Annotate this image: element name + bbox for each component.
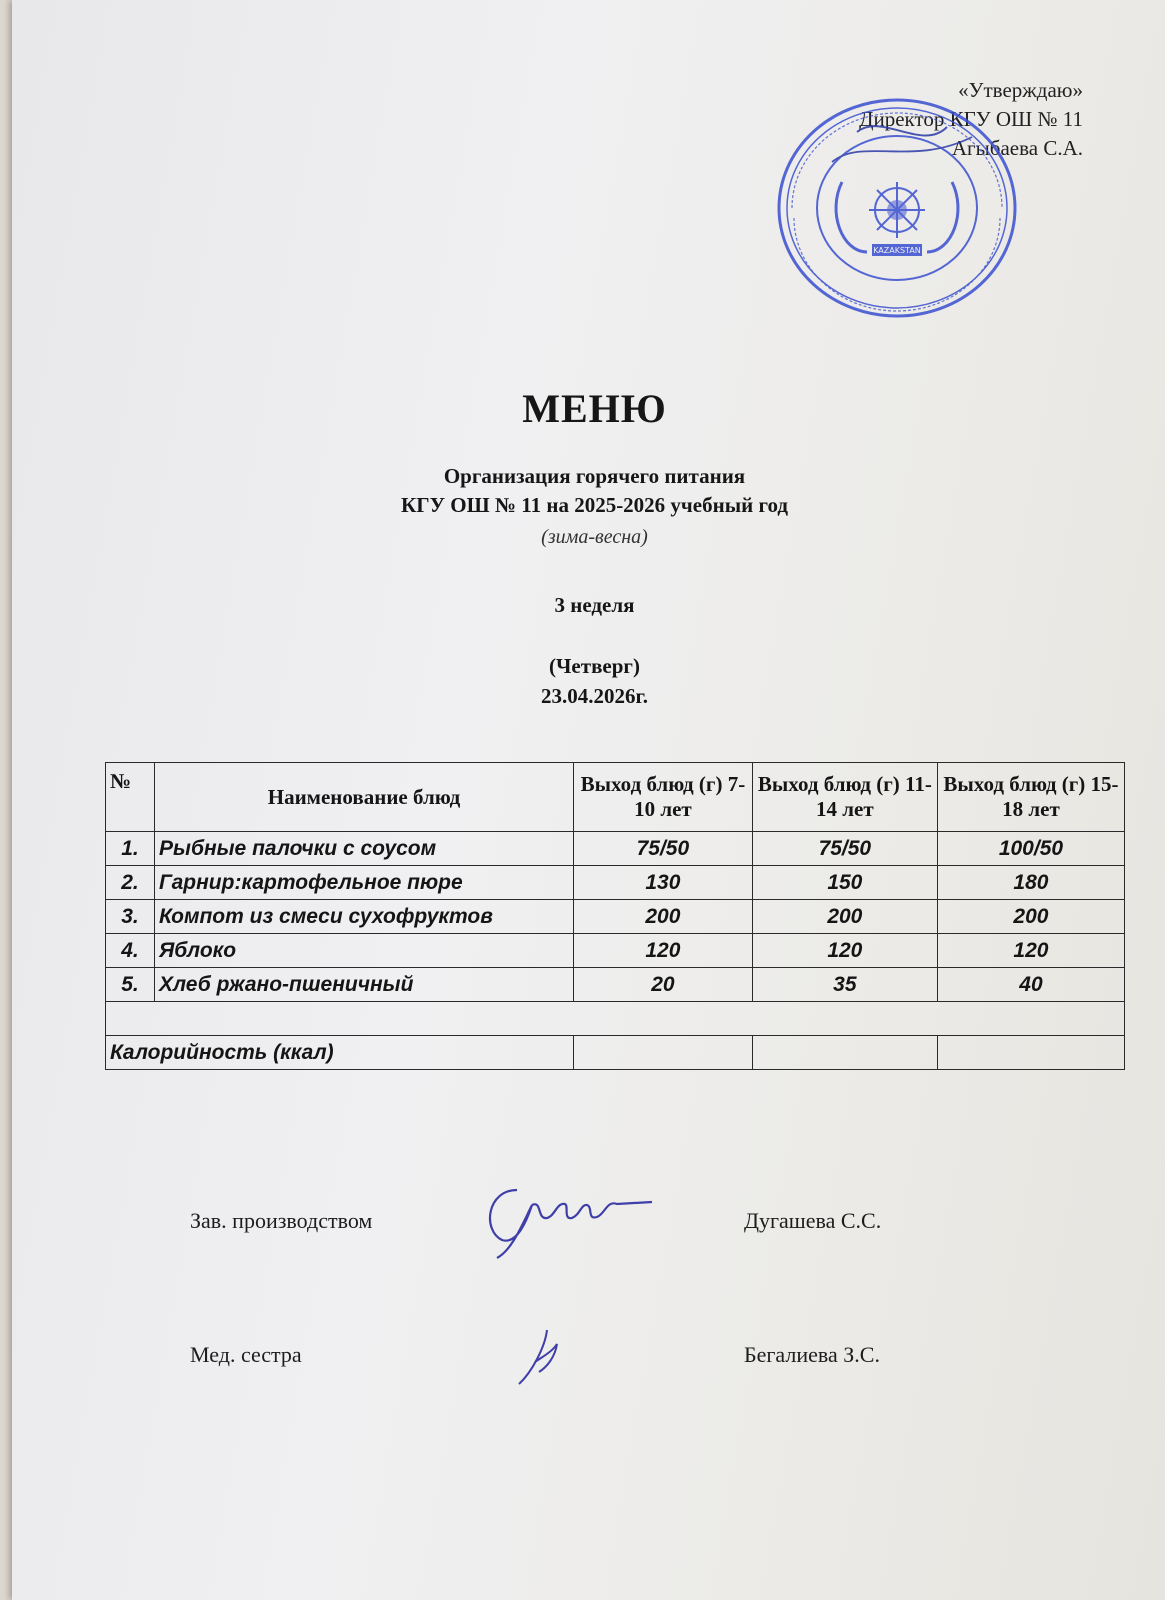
season-label: (зима-весна) <box>541 526 648 548</box>
empty-cell <box>106 1002 1125 1036</box>
calories-7-10 <box>574 1036 753 1070</box>
organization-line-2: КГУ ОШ № 11 на 2025-2026 учебный год <box>401 493 788 517</box>
table-row <box>106 968 1125 1002</box>
portion-15-18: 200 <box>937 900 1124 934</box>
table-row <box>106 934 1125 968</box>
calories-15-18 <box>937 1036 1124 1070</box>
portion-11-14: 150 <box>752 866 937 900</box>
signature-role: Зав. производством <box>190 1208 373 1233</box>
signature-name: Бегалиева З.С. <box>744 1342 880 1367</box>
menu-table <box>105 762 1125 1070</box>
dish-name: Гарнир:картофельное пюре <box>155 866 574 900</box>
seal-center-text: KAZAKSTAN <box>873 246 921 255</box>
official-seal-icon <box>772 92 1022 324</box>
row-index: 2. <box>106 866 155 900</box>
week-label: 3 неделя <box>554 593 635 617</box>
table-row <box>106 866 1125 900</box>
column-header-num: № <box>106 763 155 832</box>
signature-icon <box>477 1170 657 1260</box>
dish-name: Рыбные палочки с соусом <box>155 832 574 866</box>
portion-11-14: 35 <box>752 968 937 1002</box>
signature-role: Мед. сестра <box>190 1342 302 1367</box>
row-index: 3. <box>106 900 155 934</box>
calories-11-14 <box>752 1036 937 1070</box>
date-label: 23.04.2026г. <box>541 684 648 708</box>
approval-position: Директор КГУ ОШ № 11 <box>859 107 1083 131</box>
column-header-11-14: Выход блюд (г) 11-14 лет <box>752 763 937 832</box>
calories-row <box>106 1036 1125 1070</box>
portion-15-18: 120 <box>937 934 1124 968</box>
dish-name: Компот из смеси сухофруктов <box>155 900 574 934</box>
calories-label: Калорийность (ккал) <box>106 1036 574 1070</box>
portion-11-14: 120 <box>752 934 937 968</box>
day-label: (Четверг) <box>549 654 640 678</box>
page-title: МЕНЮ <box>522 386 667 431</box>
dish-name: Яблоко <box>155 934 574 968</box>
row-index: 4. <box>106 934 155 968</box>
portion-7-10: 200 <box>574 900 753 934</box>
portion-11-14: 200 <box>752 900 937 934</box>
portion-11-14: 75/50 <box>752 832 937 866</box>
approval-heading: «Утверждаю» <box>958 78 1083 102</box>
empty-row <box>106 1002 1125 1036</box>
column-header-15-18: Выход блюд (г) 15-18 лет <box>937 763 1124 832</box>
table-row <box>106 900 1125 934</box>
portion-15-18: 180 <box>937 866 1124 900</box>
organization-line-1: Организация горячего питания <box>443 464 746 488</box>
dish-name: Хлеб ржано-пшеничный <box>155 968 574 1002</box>
column-header-name: Наименование блюд <box>155 763 574 832</box>
document-page <box>12 0 1165 1600</box>
portion-7-10: 20 <box>574 968 753 1002</box>
signature-icon <box>507 1322 577 1392</box>
portion-7-10: 130 <box>574 866 753 900</box>
portion-15-18: 100/50 <box>937 832 1124 866</box>
portion-7-10: 120 <box>574 934 753 968</box>
table-row <box>106 832 1125 866</box>
column-header-7-10: Выход блюд (г) 7-10 лет <box>574 763 753 832</box>
approval-name: Агыбаева С.А. <box>951 136 1083 160</box>
table-header-row <box>106 763 1125 832</box>
signature-name: Дугашева С.С. <box>744 1208 882 1233</box>
portion-15-18: 40 <box>937 968 1124 1002</box>
row-index: 5. <box>106 968 155 1002</box>
portion-7-10: 75/50 <box>574 832 753 866</box>
row-index: 1. <box>106 832 155 866</box>
